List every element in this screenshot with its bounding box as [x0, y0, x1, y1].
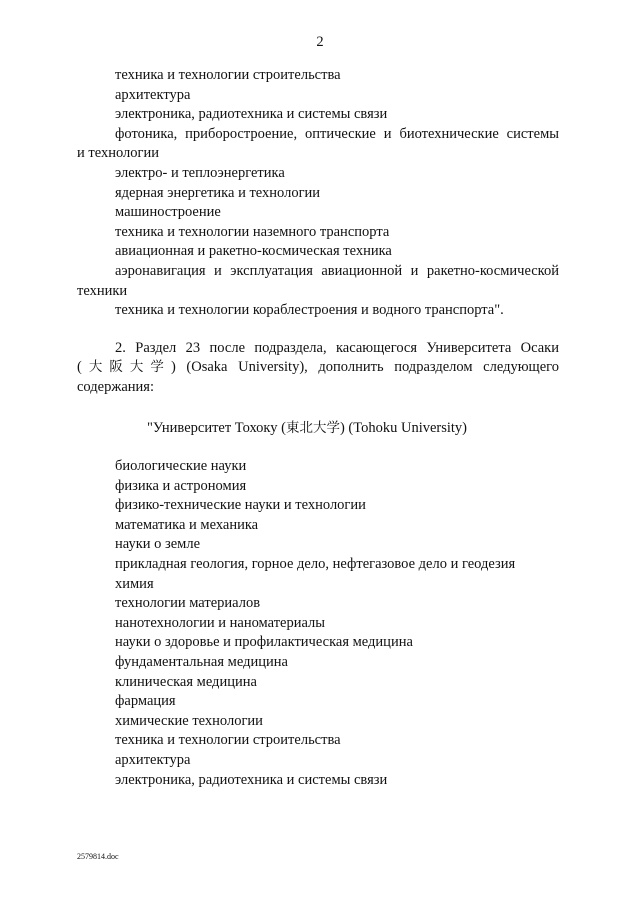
paragraph-line: [77, 358, 559, 378]
list-item: машиностроение: [115, 204, 221, 221]
list-item: науки о земле: [115, 536, 201, 553]
list-item: электро- и теплоэнергетика: [115, 164, 285, 181]
list-item-text: аэронавигация и эксплуатация авиационной и ракетно-космической: [115, 262, 559, 279]
list-item: физико-технические науки и технологии: [115, 497, 366, 514]
paragraph-line: содержания:: [77, 378, 155, 395]
list-item: биологические науки: [115, 458, 247, 475]
paren-open: (: [77, 359, 82, 376]
list-item-continuation: и технологии: [77, 145, 159, 162]
heading-prefix: "Университет Тохоку (: [147, 419, 286, 436]
paragraph-text: 2. Раздел 23 после подраздела, касающегося Университета Осаки: [115, 339, 559, 356]
kanji-osaka: 大阪大学: [81, 359, 171, 376]
heading-suffix: ) (Tohoku University): [339, 419, 468, 436]
document-filename: 2579814.doc: [77, 852, 119, 861]
list-item: фундаментальная медицина: [115, 654, 288, 671]
list-item-text: фотоника, приборостроение, оптические и биотехнические системы: [115, 125, 559, 142]
list-item: ядерная энергетика и технологии: [115, 184, 321, 201]
list-item: техника и технологии кораблестроения и водного транспорта".: [115, 302, 504, 319]
document-body: [77, 66, 559, 790]
list-item: архитектура: [115, 86, 191, 103]
list-item: науки о здоровье и профилактическая медицина: [115, 634, 413, 651]
list-item: технологии материалов: [115, 595, 261, 612]
list-item: техника и технологии строительства: [115, 67, 341, 83]
list-item: электроника, радиотехника и системы связи: [115, 106, 388, 123]
tohoku-list: [77, 457, 559, 790]
list-item: химические технологии: [115, 712, 263, 729]
wrapped-list-item: [77, 125, 559, 145]
list-item: фармация: [115, 693, 176, 710]
list-item: архитектура: [115, 752, 191, 768]
list-item: электроника, радиотехника и системы связи: [115, 771, 388, 788]
list-item: техника и технологии наземного транспорта: [115, 223, 390, 240]
wrapped-list-item: [77, 262, 559, 282]
list-item: математика и механика: [115, 516, 259, 533]
list-item-continuation: техники: [77, 282, 128, 299]
paragraph-line: [77, 339, 559, 359]
list-item: клиническая медицина: [115, 673, 257, 690]
kanji-tohoku: 東北大学: [285, 419, 340, 436]
list-item: химия: [115, 575, 154, 592]
paragraph-text: ) (Osaka University), дополнить подразделом следующего: [170, 359, 559, 376]
paragraph-amendment: [77, 339, 559, 398]
page-number: 2: [316, 34, 324, 50]
list-item: техника и технологии строительства: [115, 732, 341, 749]
list-item: авиационная и ракетно-космическая техника: [115, 243, 392, 260]
list-item: физика и астрономия: [115, 477, 247, 494]
section-heading: [77, 419, 559, 439]
list-item: нанотехнологии и наноматериалы: [115, 614, 326, 631]
list-item: прикладная геология, горное дело, нефтегазовое дело и геодезия: [115, 556, 516, 573]
